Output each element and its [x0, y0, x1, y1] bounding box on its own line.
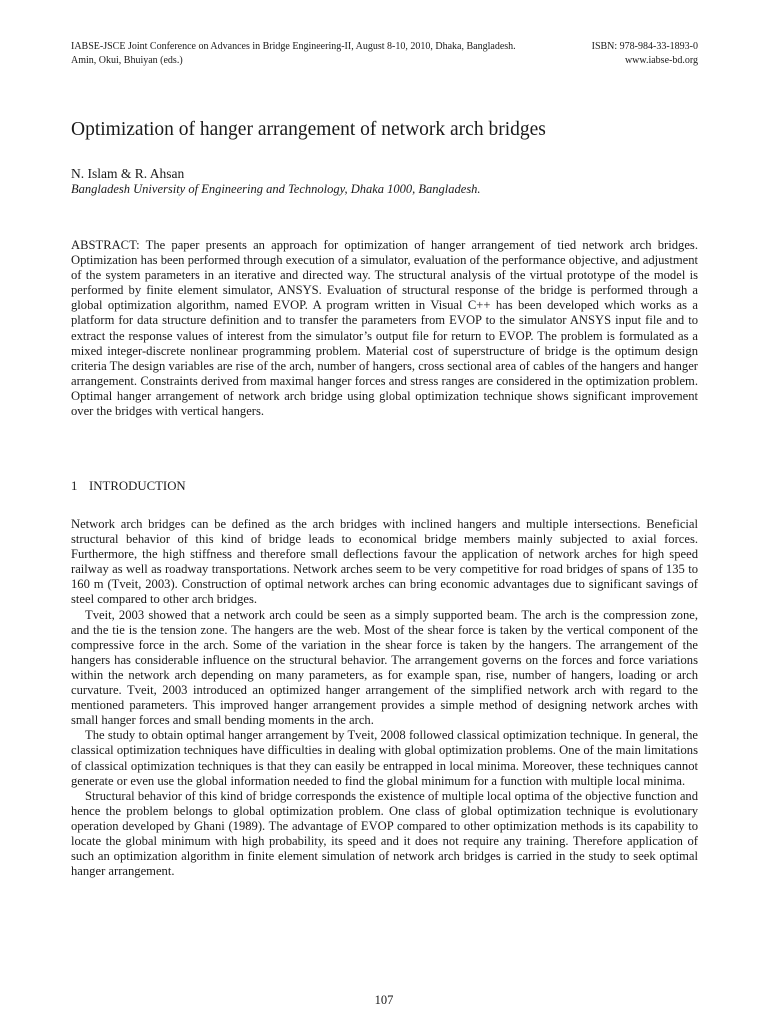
section-title: INTRODUCTION	[89, 479, 186, 493]
header-line-2	[71, 54, 698, 68]
paragraph: Network arch bridges can be defined as the arch bridges with inclined hangers and multiple intersections. Beneficial structural behavior of this kind of bridge leads to economical bridge members mainly subjected to axial forces. Furthermore, the high stiffness and therefore small deflections favour the application of network arches for high speed railway as well as roadway transportations. Network arches seem to be very competitive for road bridges of spans of 135 to 160 m (Tveit, 2003). Construction of optimal network arches can bring economic advantages due to significant savings of steel compared to other arch bridges.	[71, 517, 698, 607]
section-heading	[71, 478, 186, 494]
page-number: 107	[374, 993, 394, 1007]
paragraph: Structural behavior of this kind of bridge corresponds the existence of multiple local optima of the objective function and hence the problem belongs to global optimization problem. One class of global optimization technique is evolutionary operation developed by Ghani (1989). The advantage of EVOP compared to other optimization methods is its capability to locate the global minimum with high probability, its speed and it does not require any training. Therefore application of such an optimization algorithm in finite element simulation of network arch bridges is carried in the study to seek optimal hanger arrangement.	[71, 788, 698, 879]
paragraph: The study to obtain optimal hanger arrangement by Tveit, 2008 followed classical optimization technique. In general, the classical optimization techniques have difficulties in dealing with global optimization problems. One of the main limitations of classical optimization techniques is that they can easily be entrapped in local minima. Moreover, these techniques cannot generate or even use the global information needed to find the global minimum for a function with multiple local minima.	[71, 728, 698, 788]
author-affiliation: Bangladesh University of Engineering and Technology, Dhaka 1000, Bangladesh.	[71, 182, 481, 196]
paper-title: Optimization of hanger arrangement of network arch bridges	[71, 119, 546, 140]
conference-name: IABSE-JSCE Joint Conference on Advances in Bridge Engineering-II, August 8-10, 2010, Dhaka, Bangladesh.	[71, 41, 516, 52]
isbn: ISBN: 978-984-33-1893-0	[591, 41, 698, 52]
section-body	[71, 517, 698, 879]
paragraph: Tveit, 2003 showed that a network arch could be seen as a simply supported beam. The arch is the compression zone, and the tie is the tension zone. The hangers are the web. Most of the shear force is taken by the vertical component of the compressive force in the arch. Some of the variation in the shear force is taken by the hangers. The arrangement of the hangers has considerable influence on the structural behavior. The arrangement governs on the forces and force variations within the network arch depending on many parameters, as for example span, rise, number of hangers, loading or arch curvature. Tveit, 2003 introduced an optimized hanger arrangement of the simplified network arch with regard to the mentioned parameters. This improved hanger arrangement provides a simple method of designing network arches with small hanger forces and small bending moments in the arch.	[71, 607, 698, 728]
header-line-1	[71, 40, 698, 54]
paper-authors: N. Islam & R. Ahsan	[71, 166, 185, 181]
website-link[interactable]: www.iabse-bd.org	[624, 55, 698, 66]
abstract: ABSTRACT: The paper presents an approach for optimization of hanger arrangement of tied network arch bridges. Optimization has been performed through execution of a simulator, evaluation of the performance objective, and adjustment of the system parameters in an iterative and directed way. The structural analysis of the virtual prototype of the model is performed by finite element simulator, ANSYS. Evaluation of structural response of the bridge is performed through a global optimization algorithm, named EVOP. A program written in Visual C++ has been developed which works as a platform for data structure definition and to transfer the parameters from EVOP to the simulator ANSYS input file and to extract the response values of interest from the simulator’s output file for return to EVOP. The problem is formulated as a mixed integer-discrete nonlinear programming problem. Material cost of superstructure of bridge is the optimum design criteria The design variables are rise of the arch, number of hangers, cross sectional area of cables of the hangers and hanger arrangement. Constraints derived from maximal hanger forces and stress ranges are considered in the optimization problem. Optimal hanger arrangement of network arch bridge using global optimization technique shows significant improvement over the bridges with vertical hangers.	[71, 238, 698, 419]
editors: Amin, Okui, Bhuiyan (eds.)	[71, 55, 183, 66]
section-number: 1	[71, 479, 78, 493]
